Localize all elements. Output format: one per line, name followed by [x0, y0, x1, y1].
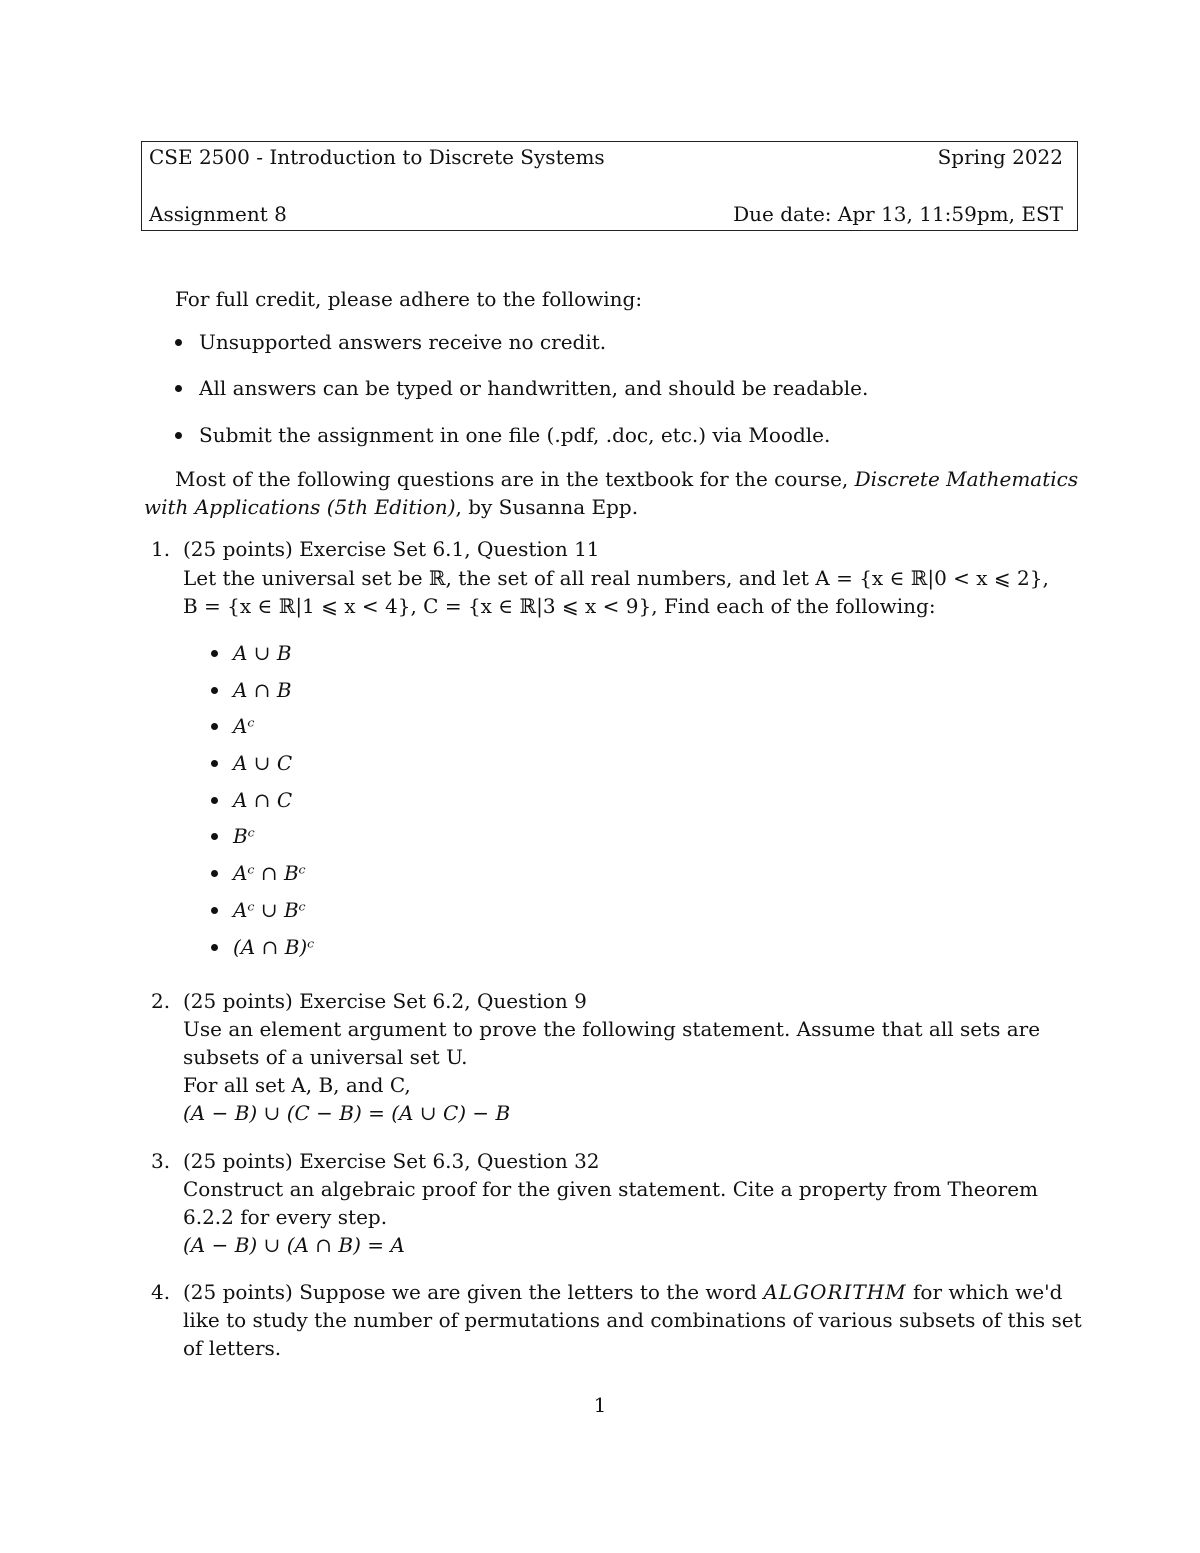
list-item	[211, 860, 314, 897]
bullet-icon	[175, 385, 182, 392]
rule-text: All answers can be typed or handwritten, and should be readable.	[199, 376, 869, 400]
question-heading: (25 points) Exercise Set 6.3, Question 32	[183, 1149, 600, 1173]
header-box	[141, 141, 1078, 231]
textbook-title-part1: Discrete Mathematics	[854, 467, 1079, 491]
textbook-suffix: , by Susanna Epp.	[455, 495, 639, 519]
bullet-icon	[211, 870, 218, 877]
list-item	[211, 787, 314, 824]
bullet-icon	[211, 650, 218, 657]
textbook-line-2	[144, 494, 638, 520]
page-number: 1	[593, 1393, 607, 1417]
bullet-icon	[175, 339, 182, 346]
textbook-title-part2: with Applications (5th Edition)	[144, 495, 456, 519]
course-title: CSE 2500 - Introduction to Discrete Systems	[149, 145, 605, 169]
bullet-icon	[211, 760, 218, 767]
textbook-line-1	[175, 466, 1078, 492]
question-number: 2.	[151, 989, 171, 1013]
question-heading: (25 points) Exercise Set 6.1, Question 11	[183, 537, 600, 561]
question-number: 1.	[151, 537, 171, 561]
item-text: A ∩ B	[233, 677, 292, 702]
q1-item-list	[211, 640, 314, 970]
list-item	[211, 897, 314, 934]
list-item	[211, 823, 314, 860]
question-heading	[183, 1279, 1062, 1305]
bullet-icon	[211, 833, 218, 840]
item-text: Bᶜ	[233, 824, 255, 849]
intro-lead: For full credit, please adhere to the following:	[175, 287, 643, 311]
item-text: (A ∩ B)ᶜ	[233, 934, 315, 959]
bullet-icon	[211, 907, 218, 914]
item-text: Aᶜ	[233, 714, 255, 739]
item-text: Aᶜ ∪ Bᶜ	[233, 897, 306, 922]
bullet-icon	[211, 944, 218, 951]
list-item	[211, 677, 314, 714]
question-line: 6.2.2 for every step.	[183, 1205, 388, 1229]
item-text: Aᶜ ∩ Bᶜ	[233, 861, 306, 886]
textbook-prefix: Most of the following questions are in the textbook for the course,	[175, 467, 849, 491]
question-line: of letters.	[183, 1336, 282, 1360]
bullet-icon	[211, 687, 218, 694]
question-line: For all set A, B, and C,	[183, 1073, 411, 1097]
question-equation: (A − B) ∪ (A ∩ B) = A	[183, 1233, 405, 1257]
question-line: like to study the number of permutations and combinations of various subsets of this set	[183, 1308, 1082, 1332]
rule-text: Unsupported answers receive no credit.	[199, 330, 607, 354]
rule-item	[175, 422, 830, 448]
header-row-top	[149, 145, 1063, 169]
list-item	[211, 750, 314, 787]
question-number: 4.	[151, 1280, 171, 1304]
question-line: Let the universal set be ℝ, the set of all real numbers, and let A = {x ∈ ℝ|0 < x ⩽ 2},	[183, 566, 1049, 590]
item-text: A ∪ C	[233, 751, 293, 776]
assignment-title: Assignment 8	[149, 202, 287, 226]
header-row-bottom	[149, 202, 1063, 226]
due-date: Due date: Apr 13, 11:59pm, EST	[733, 202, 1063, 226]
bullet-icon	[175, 432, 182, 439]
question-line: Construct an algebraic proof for the given statement. Cite a property from Theorem	[183, 1177, 1038, 1201]
rule-text: Submit the assignment in one file (.pdf, .doc, etc.) via Moodle.	[199, 423, 831, 447]
list-item	[211, 934, 314, 971]
list-item	[211, 713, 314, 750]
heading-word: ALGORITHM	[763, 1280, 907, 1304]
item-text: A ∩ C	[233, 787, 293, 812]
bullet-icon	[211, 797, 218, 804]
rule-item	[175, 375, 868, 401]
list-item	[211, 640, 314, 677]
question-line: B = {x ∈ ℝ|1 ⩽ x < 4}, C = {x ∈ ℝ|3 ⩽ x < 9}, Find each of the following:	[183, 594, 936, 618]
term: Spring 2022	[937, 145, 1063, 169]
question-number: 3.	[151, 1149, 171, 1173]
heading-prefix: (25 points) Suppose we are given the letters to the word	[183, 1280, 757, 1304]
rule-item	[175, 329, 606, 355]
heading-suffix: for which we'd	[913, 1280, 1063, 1304]
question-line: Use an element argument to prove the following statement. Assume that all sets are	[183, 1017, 1041, 1041]
question-heading: (25 points) Exercise Set 6.2, Question 9	[183, 989, 587, 1013]
bullet-icon	[211, 723, 218, 730]
question-line: subsets of a universal set U.	[183, 1045, 468, 1069]
question-equation: (A − B) ∪ (C − B) = (A ∪ C) − B	[183, 1101, 511, 1125]
item-text: A ∪ B	[233, 641, 292, 665]
